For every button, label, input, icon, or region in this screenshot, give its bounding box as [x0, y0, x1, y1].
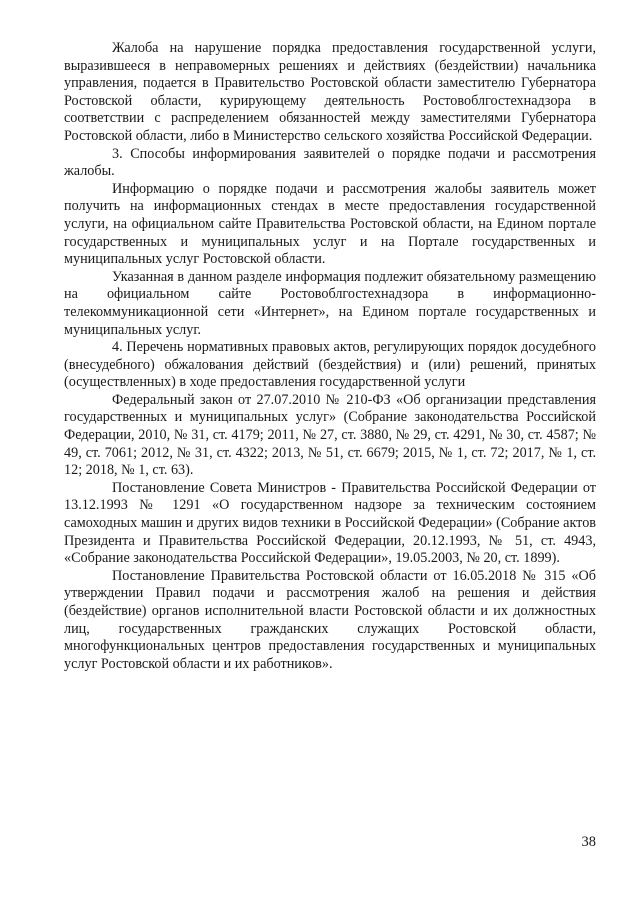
- info-publication-paragraph: Указанная в данном разделе информация подлежит обязательному размещению на официальном сайте Ростовоблгостехнадзора в информационно-телекоммуникационной сети «Интернет», на Едином портале государственных и муниципальных услуг.: [64, 268, 596, 338]
- government-decree-paragraph: Постановление Совета Министров - Правительства Российской Федерации от 13.12.1993 № 1291 «О государственном надзоре за техническим состоянием самоходных машин и других видов техники в Российской Федерации» (Собрание актов Президента и Правительства Российской Федерации, 20.12.1993, № 51, ст. 4943, «Собрание законодательства Российской Федерации», 19.05.2003, № 20, ст. 1899).: [64, 479, 596, 567]
- page-number: 38: [581, 834, 596, 850]
- complaint-submission-paragraph: Жалоба на нарушение порядка предоставления государственной услуги, выразившееся в неправомерных решениях и действиях (бездействии) начальника управления, подается в Правительство Ростовской области заместителю Губернатора Ростовской области, курирующему деятельность Ростовоблгостехнадзора в соответствии с распределением обязанностей между заместителями Губернатора Ростовской области, либо в Министерство сельского хозяйства Российской Федерации.: [64, 40, 596, 144]
- federal-law-paragraph: Федеральный закон от 27.07.2010 № 210-ФЗ «Об организации представления государственных и муниципальных услуг» (Собрание законодательства Российской Федерации, 2010, № 31, ст. 4179; 2011, № 27, ст. 3880, № 29, ст. 4291, № 30, ст. 4587; № 49, ст. 7061; 2012, № 31, ст. 4322; 2013, № 51, ст. 6679; 2015, № 1, ст. 72; 2017, № 1, ст. 12; 2018, № 1, ст. 63).: [64, 391, 596, 479]
- document-page: [64, 40, 596, 673]
- regional-decree-paragraph: Постановление Правительства Ростовской области от 16.05.2018 № 315 «Об утверждении Правил подачи и рассмотрения жалоб на решения и действия (бездействие) органов исполнительной власти Ростовской области и их должностных лиц, государственных гражданских служащих Ростовской области, многофункциональных центров предоставления государственных и муниципальных услуг Ростовской области и их работников».: [64, 567, 596, 672]
- informing-methods-heading: 3. Способы информирования заявителей о порядке подачи и рассмотрения жалобы.: [64, 145, 596, 180]
- legal-acts-heading: 4. Перечень нормативных правовых актов, регулирующих порядок досудебного (внесудебного) обжалования действий (бездействия) и (или) решений, принятых (осуществленных) в ходе предоставления государственной услуги: [64, 339, 596, 391]
- complaint-info-sources-paragraph: Информацию о порядке подачи и рассмотрения жалобы заявитель может получить на информационных стендах в месте предоставления государственной услуги, на официальном сайте Правительства Ростовской области, на Едином портале государственных и муниципальных услуг и на Портале государственных и муниципальных услуг Ростовской области.: [64, 180, 596, 268]
